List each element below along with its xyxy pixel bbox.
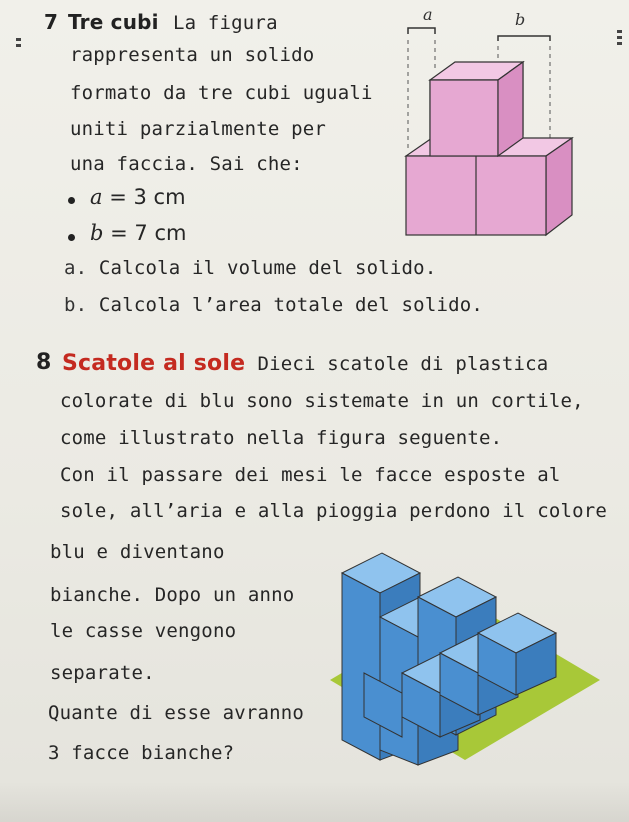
margin-mark bbox=[16, 38, 21, 41]
exercise-7-heading bbox=[68, 10, 278, 34]
question-a bbox=[64, 257, 436, 279]
given-b bbox=[90, 221, 186, 245]
box-front-face bbox=[342, 573, 380, 760]
dimension-b-bracket bbox=[498, 36, 550, 41]
exercise-8-line: Quante di esse avranno bbox=[48, 702, 305, 724]
question-a-letter: a. bbox=[64, 257, 88, 279]
exercise-8-line: colorate di blu sono sistemate in un cortile, bbox=[60, 390, 584, 412]
given-b-value: = 7 cm bbox=[110, 221, 187, 245]
exercise-7-line: una faccia. Sai che: bbox=[70, 153, 303, 175]
exercise-8-line: Con il passare dei mesi le facce esposte al bbox=[60, 464, 561, 486]
given-a-var: a bbox=[90, 185, 103, 209]
exercise-8-line: come illustrato nella figura seguente. bbox=[60, 427, 503, 449]
top-cube-front-face-overlay bbox=[430, 80, 498, 156]
exercise-8-line: le casse vengono bbox=[50, 620, 237, 642]
margin-mark bbox=[617, 36, 622, 39]
exercise-8-line: bianche. Dopo un anno bbox=[50, 584, 295, 606]
exercise-8-line: separate. bbox=[50, 662, 155, 684]
question-a-text: Calcola il volume del solido. bbox=[98, 257, 437, 279]
exercise-7-line: formato da tre cubi uguali bbox=[70, 82, 373, 104]
given-a-value: = 3 cm bbox=[109, 185, 186, 209]
question-b bbox=[64, 294, 483, 316]
dimension-a-bracket bbox=[408, 28, 435, 34]
margin-mark bbox=[617, 30, 622, 33]
exercise-7-number: 7 bbox=[44, 10, 58, 34]
exercise-8-heading bbox=[62, 351, 548, 376]
exercise-7-line: rappresenta un solido bbox=[70, 44, 315, 66]
given-a bbox=[90, 185, 186, 209]
exercise-8-number: 8 bbox=[36, 350, 52, 375]
bullet bbox=[68, 197, 75, 204]
exercise-7-line: La figura bbox=[172, 12, 278, 34]
dimension-b-label: b bbox=[515, 10, 526, 29]
exercise-8-title: Scatole al sole bbox=[62, 351, 246, 376]
exercise-8-line: 3 facce bianche? bbox=[48, 742, 235, 764]
exercise-8-line: sole, all’aria e alla pioggia perdono il colore bbox=[60, 500, 608, 522]
exercise-7-title: Tre cubi bbox=[68, 10, 159, 34]
exercise-8-line: blu e diventano bbox=[50, 541, 225, 563]
given-b-var: b bbox=[90, 221, 104, 245]
page-shadow bbox=[0, 782, 629, 822]
bullet bbox=[68, 234, 75, 241]
question-b-text: Calcola l’area totale del solido. bbox=[98, 294, 484, 316]
margin-mark bbox=[16, 44, 21, 47]
exercise-7-line: uniti parzialmente per bbox=[70, 118, 327, 140]
dimension-a-label: a bbox=[423, 5, 433, 24]
question-b-letter: b. bbox=[64, 294, 88, 316]
three-cubes-figure bbox=[390, 0, 590, 245]
margin-mark bbox=[617, 42, 622, 45]
blue-boxes-figure bbox=[290, 545, 610, 785]
exercise-8-line: Dieci scatole di plastica bbox=[257, 353, 549, 375]
